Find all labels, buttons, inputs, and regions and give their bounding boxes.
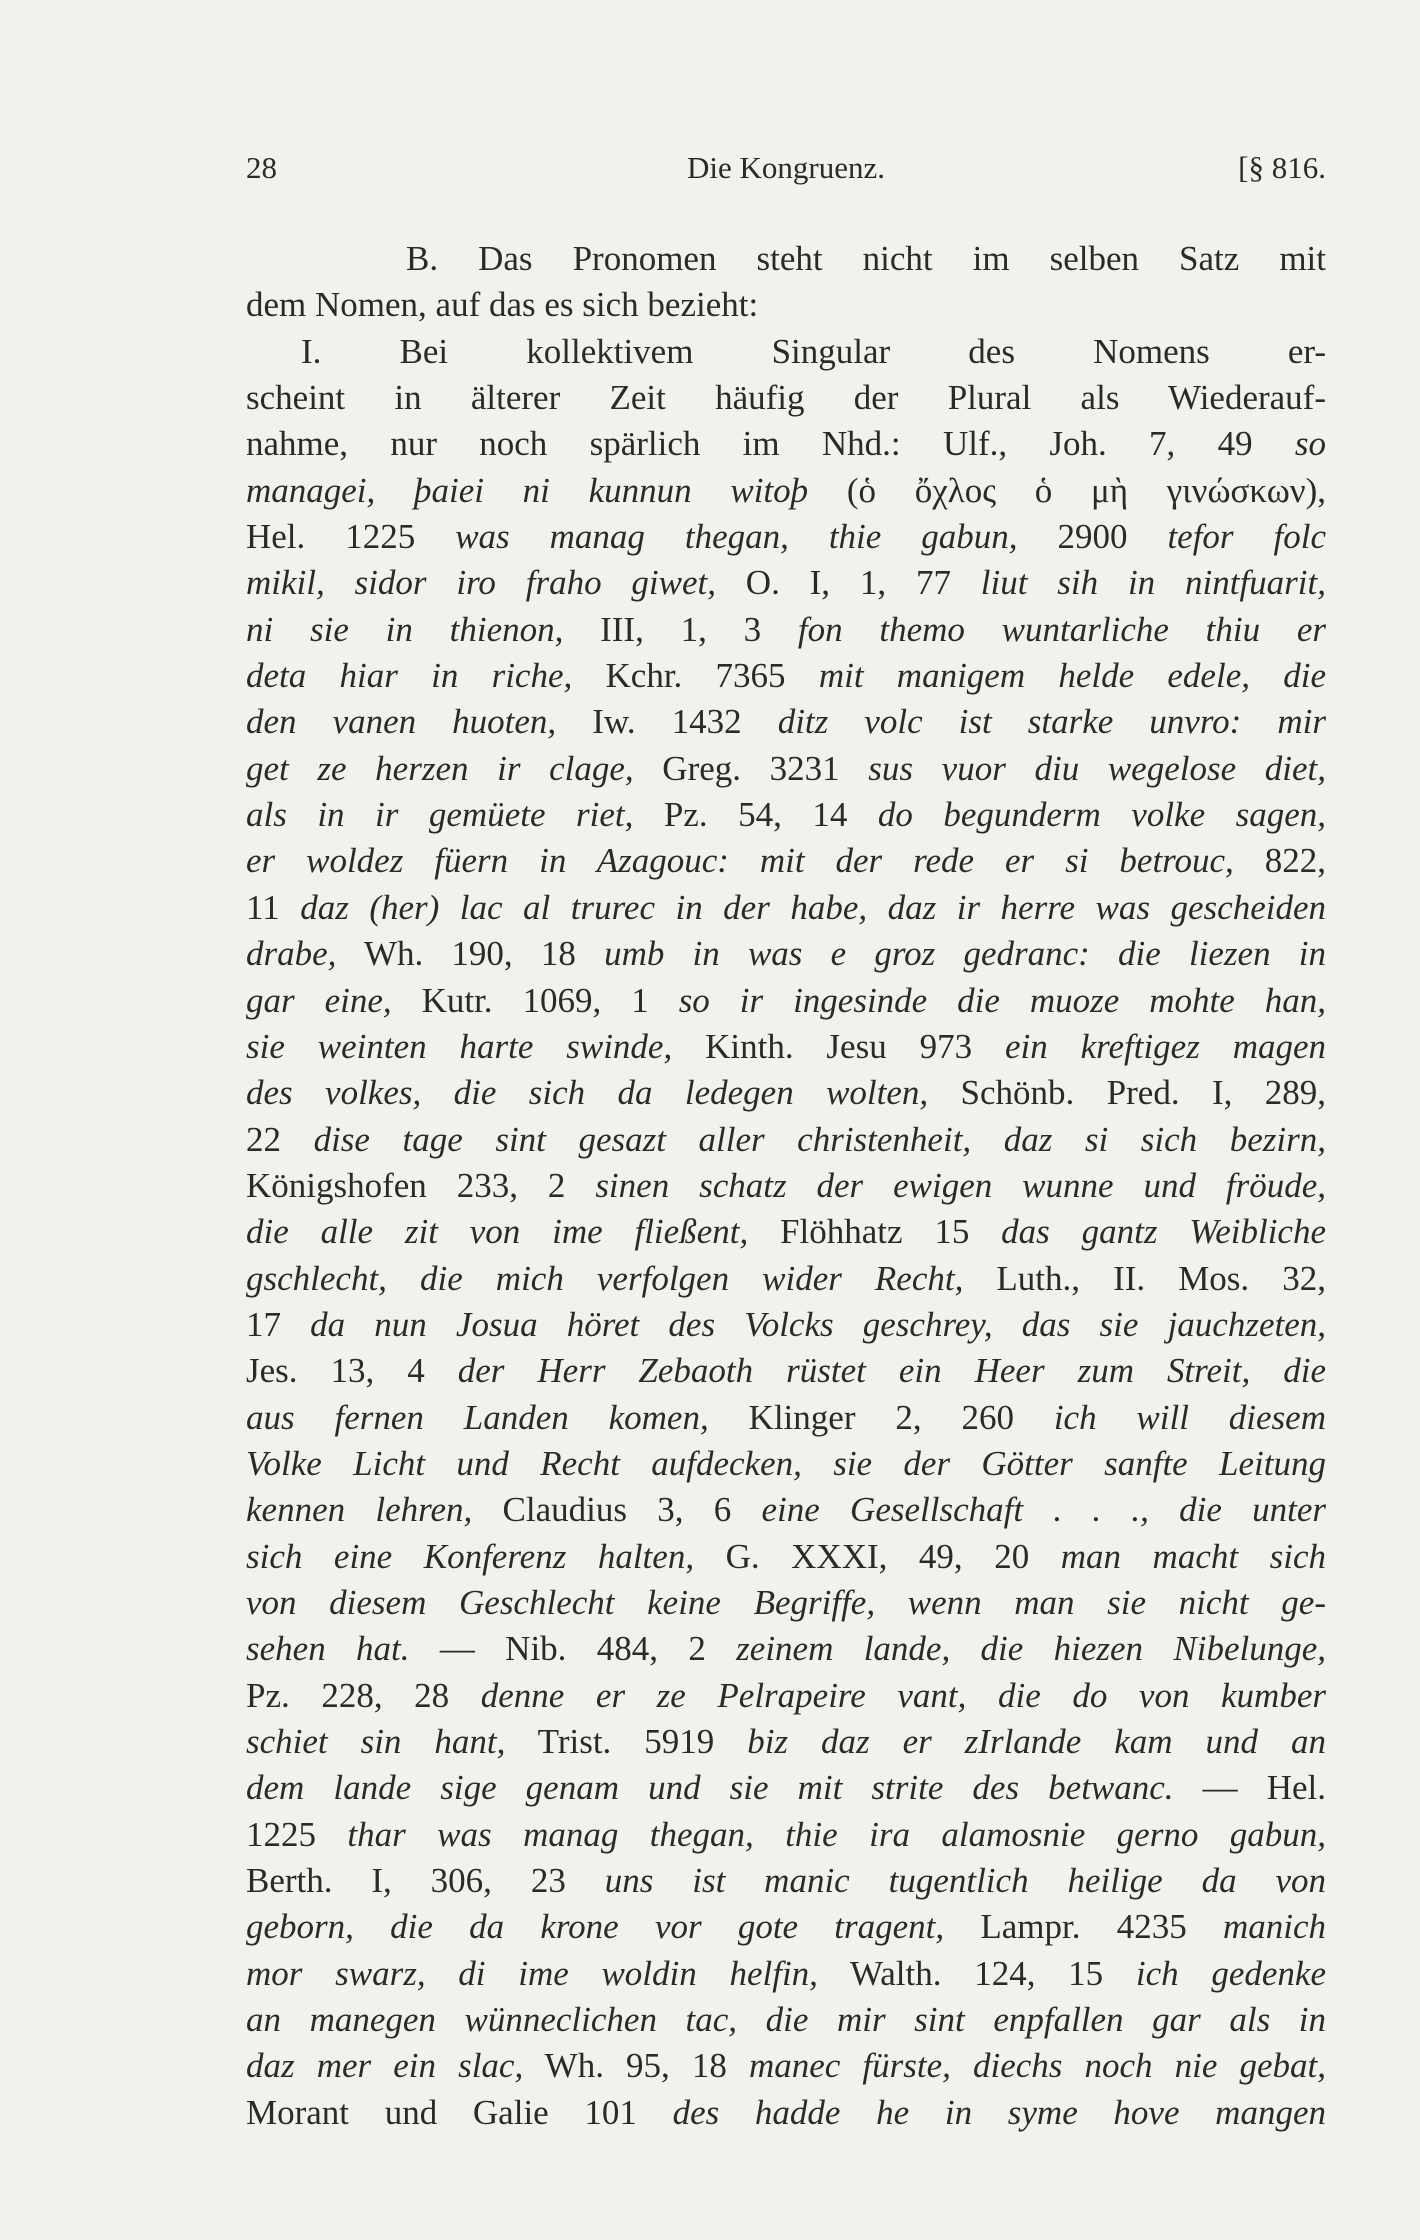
text-run: Kchr. 7365 bbox=[572, 656, 819, 696]
body-text bbox=[246, 236, 1326, 2136]
text-line bbox=[246, 560, 1326, 606]
text-run: 17 bbox=[246, 1304, 311, 1344]
text-run: 11 bbox=[246, 887, 301, 927]
text-run: Berth. I, 306, 23 bbox=[246, 1861, 605, 1901]
italic-quote: manich bbox=[1222, 1907, 1326, 1947]
italic-quote: umb in was e groz gedranc: die liezen in bbox=[604, 934, 1326, 974]
italic-quote: dise tage sint gesazt aller christenheit, daz si sich bezirn, bbox=[313, 1119, 1326, 1159]
italic-quote: managei, þaiei ni kunnun witoþ bbox=[246, 470, 809, 510]
text-run: Walth. 124, 15 bbox=[817, 1953, 1136, 1993]
text-line bbox=[246, 653, 1326, 699]
italic-quote: des hadde he in syme hove mangen bbox=[672, 2092, 1326, 2132]
italic-quote: ein kreftigez magen bbox=[1004, 1026, 1326, 1066]
text-run: dem Nomen, auf das es sich bezieht: bbox=[246, 285, 759, 325]
italic-quote: die alle zit von ime fließent, bbox=[246, 1212, 749, 1252]
text-run: O. I, 1, 77 bbox=[715, 563, 981, 603]
italic-quote: biz daz er zIrlande kam und an bbox=[747, 1722, 1326, 1761]
italic-quote: von diesem Geschlecht keine Begriffe, wenn man sie nicht ge- bbox=[246, 1582, 1326, 1622]
italic-quote: mit manigem helde edele, die bbox=[818, 656, 1326, 696]
text-run: 822, bbox=[1233, 841, 1326, 881]
text-run: Iw. 1432 bbox=[556, 702, 778, 742]
text-run: Trist. 5919 bbox=[505, 1722, 748, 1761]
text-line bbox=[246, 1348, 1326, 1394]
text-run: Jes. 13, 4 bbox=[246, 1351, 458, 1391]
text-line bbox=[246, 1719, 1326, 1765]
italic-quote: an manegen wünneclichen tac, die mir sint enpfallen gar als in bbox=[246, 2000, 1326, 2040]
text-run: Greg. 3231 bbox=[633, 748, 869, 788]
text-line bbox=[246, 1441, 1326, 1487]
text-run: Hel. 1225 bbox=[246, 517, 456, 557]
italic-quote: tefor folc bbox=[1167, 517, 1326, 557]
italic-quote: das gantz Weibliche bbox=[1001, 1212, 1326, 1252]
italic-quote: gar eine, bbox=[246, 980, 392, 1020]
italic-quote: liut sih in nintfuarit, bbox=[980, 563, 1326, 603]
text-line bbox=[246, 375, 1326, 421]
text-run: 2900 bbox=[1017, 517, 1168, 557]
italic-quote: da nun Josua höret des Volcks geschrey, das sie jauchzeten, bbox=[310, 1304, 1326, 1344]
text-run: nahme, nur noch spärlich im Nhd.: Ulf., Joh. 7, 49 bbox=[246, 424, 1295, 464]
italic-quote: als in ir gemüete riet, bbox=[246, 795, 634, 835]
italic-quote: ich will diesem bbox=[1053, 1397, 1326, 1437]
italic-quote: ni sie in thienon, bbox=[246, 609, 564, 649]
text-line bbox=[246, 1673, 1326, 1719]
italic-quote: kennen lehren, bbox=[246, 1490, 473, 1530]
italic-quote: er woldez füern in Azagouc: mit der rede er si betrouc, bbox=[246, 841, 1234, 881]
text-run: Kutr. 1069, 1 bbox=[391, 980, 679, 1020]
italic-quote: sehen hat. bbox=[246, 1629, 410, 1669]
italic-quote: denne er ze Pelrapeire vant, die do von kumber bbox=[480, 1675, 1326, 1715]
text-line bbox=[246, 1580, 1326, 1626]
text-line bbox=[246, 607, 1326, 653]
italic-quote: manec fürste, diechs noch nie gebat, bbox=[749, 2046, 1326, 2086]
italic-quote: gschlecht, die mich verfolgen wider Recht, bbox=[246, 1258, 964, 1298]
text-line bbox=[246, 1626, 1326, 1672]
text-run: 1225 bbox=[246, 1814, 348, 1854]
text-run: Lampr. 4235 bbox=[944, 1907, 1223, 1947]
text-line bbox=[246, 2090, 1326, 2136]
italic-quote: drabe, bbox=[246, 934, 337, 974]
italic-quote: der Herr Zebaoth rüstet ein Heer zum Streit, die bbox=[457, 1351, 1326, 1391]
text-run: Claudius 3, 6 bbox=[472, 1490, 762, 1530]
text-line bbox=[246, 421, 1326, 467]
italic-quote: sinen schatz der ewigen wunne und fröude, bbox=[595, 1165, 1326, 1205]
text-run: Schönb. Pred. I, 289, bbox=[928, 1073, 1326, 1113]
text-run: Klinger 2, 260 bbox=[708, 1397, 1054, 1437]
text-line bbox=[246, 1209, 1326, 1255]
text-run: Flöhhatz 15 bbox=[748, 1212, 1002, 1252]
text-run: Wh. 95, 18 bbox=[523, 2046, 749, 2086]
text-run: G. XXXI, 49, 20 bbox=[694, 1536, 1061, 1576]
text-line bbox=[246, 468, 1326, 514]
italic-quote: ditz volc ist starke unvro: mir bbox=[777, 702, 1326, 742]
text-line bbox=[246, 1302, 1326, 1348]
text-run: Wh. 190, 18 bbox=[336, 934, 605, 974]
text-line bbox=[246, 1997, 1326, 2043]
italic-quote: die unter bbox=[1179, 1490, 1327, 1530]
italic-quote: was manag thegan, thie gabun, bbox=[455, 517, 1018, 557]
text-line bbox=[246, 699, 1326, 745]
text-line bbox=[246, 1534, 1326, 1580]
italic-quote: den vanen huoten, bbox=[246, 702, 557, 742]
text-run: Kinth. Jesu 973 bbox=[672, 1026, 1005, 1066]
italic-quote: mikil, sidor iro fraho giwet, bbox=[246, 563, 716, 603]
text-run: Luth., II. Mos. 32, bbox=[963, 1258, 1326, 1298]
text-line bbox=[246, 885, 1326, 931]
text-line bbox=[246, 1487, 1326, 1533]
page-number: 28 bbox=[246, 150, 277, 185]
italic-quote: Volke Licht und Recht aufdecken, sie der Götter sanfte Leitung bbox=[246, 1443, 1326, 1483]
text-line bbox=[246, 1395, 1326, 1441]
italic-quote: do begunderm volke sagen, bbox=[877, 795, 1327, 835]
italic-quote: geborn, die da krone vor gote tragent, bbox=[246, 1907, 945, 1947]
italic-quote: sus vuor diu wegelose diet, bbox=[868, 748, 1326, 788]
italic-quote: man macht sich bbox=[1060, 1536, 1326, 1576]
italic-quote: eine Gesellschaft . . ., bbox=[761, 1490, 1149, 1530]
text-line bbox=[246, 1858, 1326, 1904]
text-run: 22 bbox=[246, 1119, 314, 1159]
italic-quote: daz (her) lac al trurec in der habe, daz ir herre was gescheiden bbox=[300, 887, 1326, 927]
text-line bbox=[246, 1765, 1326, 1811]
italic-quote: zeinem lande, die hiezen Nibelunge, bbox=[736, 1629, 1326, 1669]
italic-quote: so bbox=[1294, 424, 1326, 464]
text-run: Pz. 54, 14 bbox=[633, 795, 878, 835]
italic-quote: deta hiar in riche, bbox=[246, 656, 573, 696]
text-run: Morant und Galie 101 bbox=[246, 2092, 673, 2132]
text-line bbox=[246, 1163, 1326, 1209]
text-line bbox=[246, 236, 1326, 282]
text-run: I. Bei kollektivem Singular des Nomens er- bbox=[301, 331, 1326, 371]
text-line bbox=[246, 1024, 1326, 1070]
italic-quote: des volkes, die sich da ledegen wolten, bbox=[246, 1073, 929, 1113]
italic-quote: dem lande sige genam und sie mit strite des betwanc. bbox=[246, 1768, 1174, 1808]
text-line bbox=[246, 978, 1326, 1024]
italic-quote: mor swarz, di ime woldin helfin, bbox=[246, 1953, 818, 1993]
italic-quote: fon themo wuntarliche thiu er bbox=[797, 609, 1327, 649]
text-line bbox=[246, 329, 1326, 375]
text-line bbox=[246, 1117, 1326, 1163]
italic-quote: sie weinten harte swinde, bbox=[246, 1026, 673, 1066]
text-run: III, 1, 3 bbox=[563, 609, 798, 649]
text-line bbox=[246, 838, 1326, 884]
text-run: (ὁ ὄχλος ὁ μὴ γινώσκων), bbox=[808, 470, 1326, 510]
text-run: Königshofen 233, 2 bbox=[246, 1165, 596, 1205]
text-run: Pz. 228, 28 bbox=[246, 1675, 481, 1715]
italic-quote: aus fernen Landen komen, bbox=[246, 1397, 709, 1437]
italic-quote: get ze herzen ir clage, bbox=[246, 748, 634, 788]
section-marker: [§ 816. bbox=[1238, 150, 1326, 185]
italic-quote: sich eine Konferenz halten, bbox=[246, 1536, 695, 1576]
text-run: — Hel. bbox=[1173, 1768, 1326, 1808]
text-run: — Nib. 484, 2 bbox=[409, 1629, 737, 1669]
text-line bbox=[246, 514, 1326, 560]
italic-quote: uns ist manic tugentlich heilige da von bbox=[604, 1861, 1327, 1901]
text-run: B. Das Pronomen steht nicht im selben Satz mit bbox=[406, 239, 1326, 278]
text-line bbox=[246, 792, 1326, 838]
text-line bbox=[246, 1812, 1326, 1858]
italic-quote: so ir ingesinde die muoze mohte han, bbox=[678, 980, 1327, 1020]
text-line bbox=[246, 2043, 1326, 2089]
italic-quote: daz mer ein slac, bbox=[246, 2046, 524, 2086]
text-line bbox=[246, 931, 1326, 977]
text-line bbox=[246, 1904, 1326, 1950]
text-line bbox=[246, 282, 1326, 328]
text-line bbox=[246, 1070, 1326, 1116]
page-title: Die Kongruenz. bbox=[687, 150, 885, 185]
text-run bbox=[1149, 1490, 1179, 1529]
text-line bbox=[246, 746, 1326, 792]
text-line bbox=[246, 1256, 1326, 1302]
italic-quote: ich gedenke bbox=[1135, 1953, 1326, 1993]
running-header bbox=[246, 148, 1326, 188]
text-line bbox=[246, 1951, 1326, 1997]
italic-quote: thar was manag thegan, thie ira alamosnie gerno gabun, bbox=[347, 1814, 1326, 1854]
text-run: scheint in älterer Zeit häufig der Plural als Wiederauf- bbox=[246, 378, 1326, 418]
italic-quote: schiet sin hant, bbox=[246, 1722, 506, 1761]
